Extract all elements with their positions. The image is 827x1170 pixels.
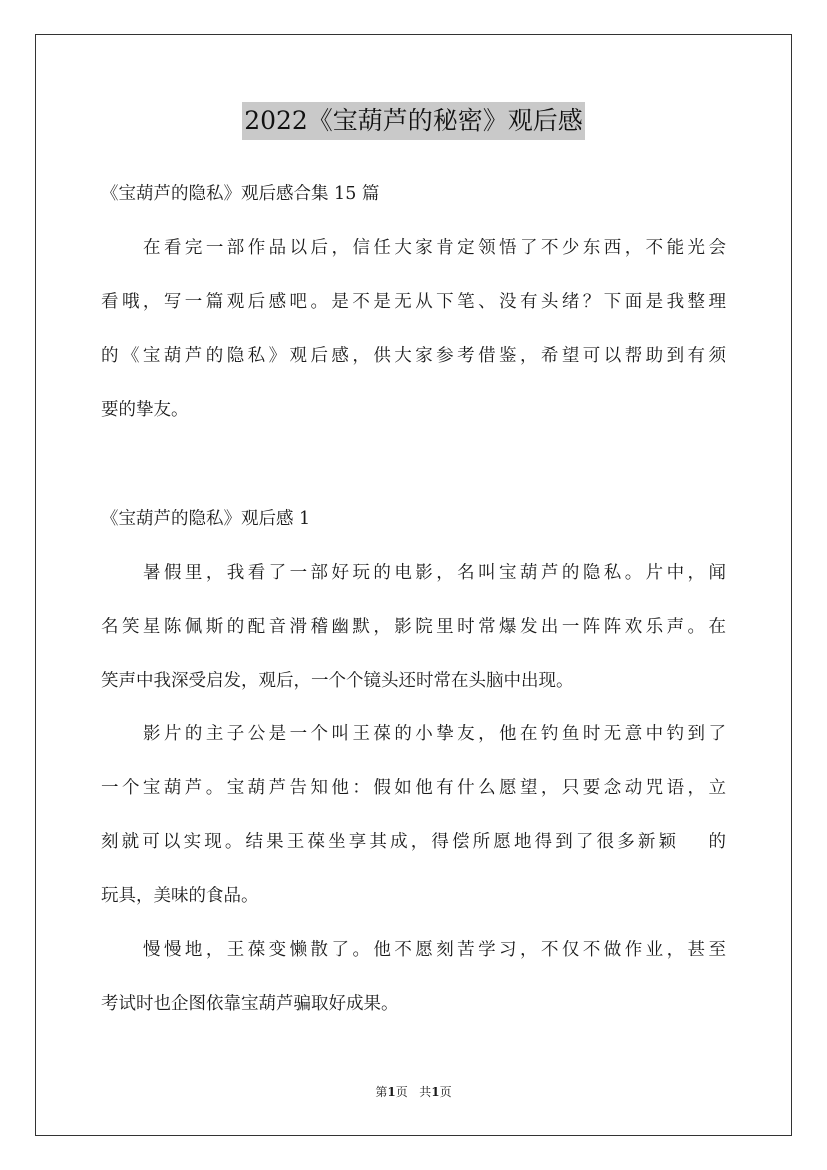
total-prefix: 共 bbox=[419, 1085, 432, 1099]
document-title: 2022《宝葫芦的秘密》观后感 bbox=[242, 102, 585, 140]
paragraph-line: 名笑星陈佩斯的配音滑稽幽默，影院里时常爆发出一阵阵欢乐声。在 bbox=[101, 617, 726, 637]
total-suffix: 页 bbox=[439, 1085, 452, 1099]
page-footer bbox=[0, 1084, 827, 1100]
paragraph-line: 慢慢地，王葆变懒散了。他不愿刻苦学习，不仅不做作业，甚至 bbox=[143, 940, 726, 960]
page-suffix: 页 bbox=[395, 1085, 408, 1099]
page-number: 1 bbox=[387, 1085, 396, 1099]
paragraph-line: 一个宝葫芦。宝葫芦告知他：假如他有什么愿望，只要念动咒语，立 bbox=[101, 778, 726, 798]
paragraph-line: 看哦，写一篇观后感吧。是不是无从下笔、没有头绪？下面是我整理 bbox=[101, 292, 726, 312]
paragraph-line: 在看完一部作品以后，信任大家肯定领悟了不少东西，不能光会 bbox=[143, 238, 726, 258]
paragraph-line: 玩具，美味的食品。 bbox=[101, 886, 259, 906]
paragraph-line: 影片的主子公是一个叫王葆的小挚友，他在钓鱼时无意中钓到了 bbox=[143, 724, 726, 744]
paragraph-line: 的《宝葫芦的隐私》观后感，供大家参考借鉴，希望可以帮助到有须 bbox=[101, 346, 726, 366]
subtitle-line: 《宝葫芦的隐私》观后感合集 15 篇 bbox=[101, 184, 380, 204]
page-prefix: 第 bbox=[375, 1085, 388, 1099]
paragraph-line: 刻就可以实现。结果王葆坐享其成，得偿所愿地得到了很多新颖 的 bbox=[101, 832, 726, 852]
paragraph-line: 暑假里，我看了一部好玩的电影，名叫宝葫芦的隐私。片中，闻 bbox=[143, 563, 726, 583]
paragraph-line: 要的挚友。 bbox=[101, 400, 189, 420]
section-heading: 《宝葫芦的隐私》观后感 1 bbox=[101, 509, 311, 529]
paragraph-line: 考试时也企图依靠宝葫芦骗取好成果。 bbox=[101, 994, 399, 1014]
paragraph-line: 笑声中我深受启发，观后，一个个镜头还时常在头脑中出现。 bbox=[101, 671, 574, 691]
title-container bbox=[0, 102, 827, 140]
total-pages: 1 bbox=[431, 1085, 440, 1099]
